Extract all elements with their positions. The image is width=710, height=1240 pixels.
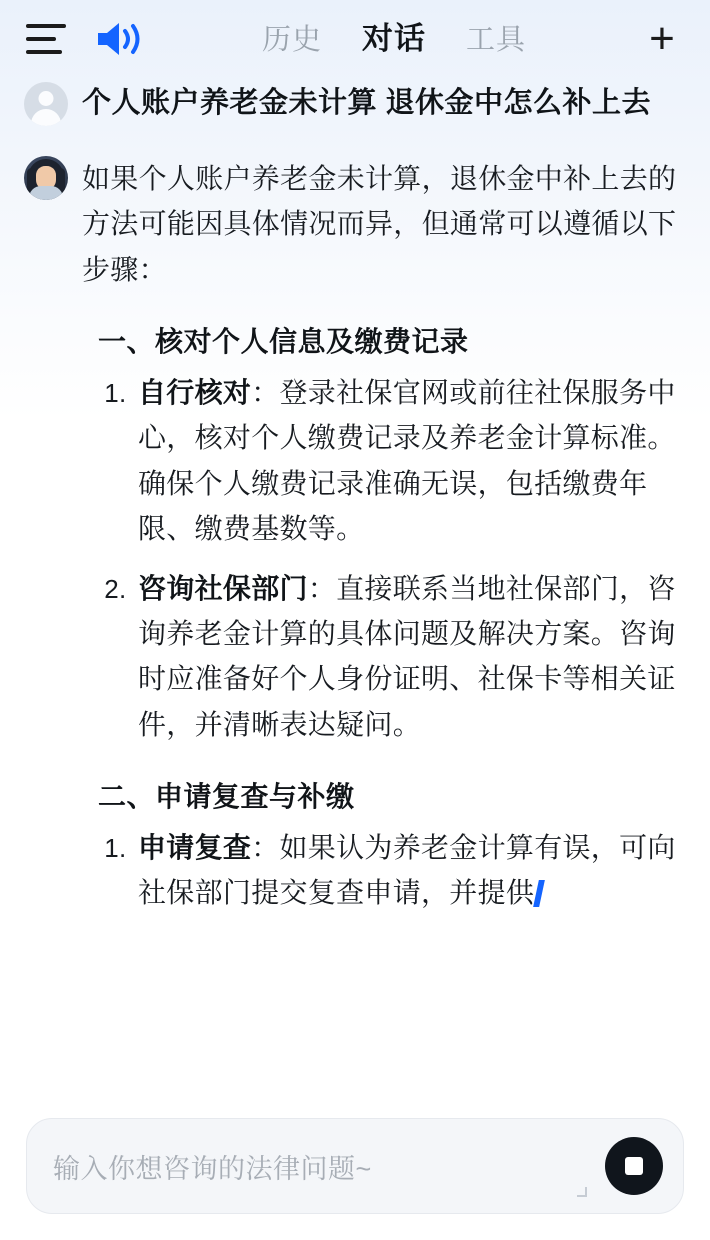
section-heading-1: 一、核对个人信息及缴费记录: [98, 326, 469, 358]
new-chat-plus-icon[interactable]: +: [649, 14, 675, 63]
list-item-text: ：登录社保官网或前往社保服务中心，核对个人缴费记录及养老金计算标准。确保个人缴费记录准确无误，包括缴费年限、缴费基数等。: [138, 377, 676, 545]
streaming-caret-icon: [533, 880, 545, 907]
list-item-title: 申请复查: [138, 831, 252, 863]
section-heading-2: 二、申请复查与补缴: [98, 780, 355, 812]
list-item-title: 自行核对: [138, 377, 252, 409]
stop-square-icon[interactable]: [605, 1137, 663, 1195]
list-item: [134, 566, 686, 747]
assistant-intro-paragraph: 如果个人账户养老金未计算，退休金中补上去的方法可能因具体情况而异，但通常可以遵循以下步骤：: [82, 163, 677, 285]
user-message-text: 个人账户养老金未计算 退休金中怎么补上去: [82, 87, 652, 119]
assistant-avatar: [24, 156, 68, 200]
user-message-row: [24, 78, 686, 126]
list-item-text: ：如果认为养老金计算有误，可向社保部门提交复查申请，并提供: [138, 831, 676, 909]
list-item-text: ：直接联系当地社保部门，咨询养老金计算的具体问题及解决方案。咨询时应准备好个人身份证明、社保卡等相关证件，并清晰表达疑问。: [138, 572, 676, 740]
user-avatar: [24, 82, 68, 126]
tab-tools[interactable]: 工具: [466, 24, 527, 56]
tab-chat[interactable]: 对话: [362, 21, 426, 56]
message-input-bar[interactable]: [26, 1118, 684, 1214]
tab-history[interactable]: 历史: [261, 24, 322, 56]
list-item-title: 咨询社保部门: [138, 572, 308, 604]
section-2-list: [82, 825, 686, 916]
message-input-placeholder[interactable]: 输入你想咨询的法律问题~: [53, 1153, 372, 1184]
resize-grip-icon: [577, 1187, 587, 1197]
list-item: [134, 370, 686, 551]
assistant-message-body: [82, 156, 686, 930]
assistant-message-row: [24, 156, 686, 930]
list-item: [134, 825, 686, 916]
section-1-list: [82, 370, 686, 747]
tab-bar: [158, 23, 630, 55]
hamburger-menu-icon[interactable]: [26, 24, 66, 54]
conversation-area: [0, 78, 710, 1240]
speaker-on-icon[interactable]: [92, 18, 144, 60]
top-bar: [0, 0, 710, 78]
